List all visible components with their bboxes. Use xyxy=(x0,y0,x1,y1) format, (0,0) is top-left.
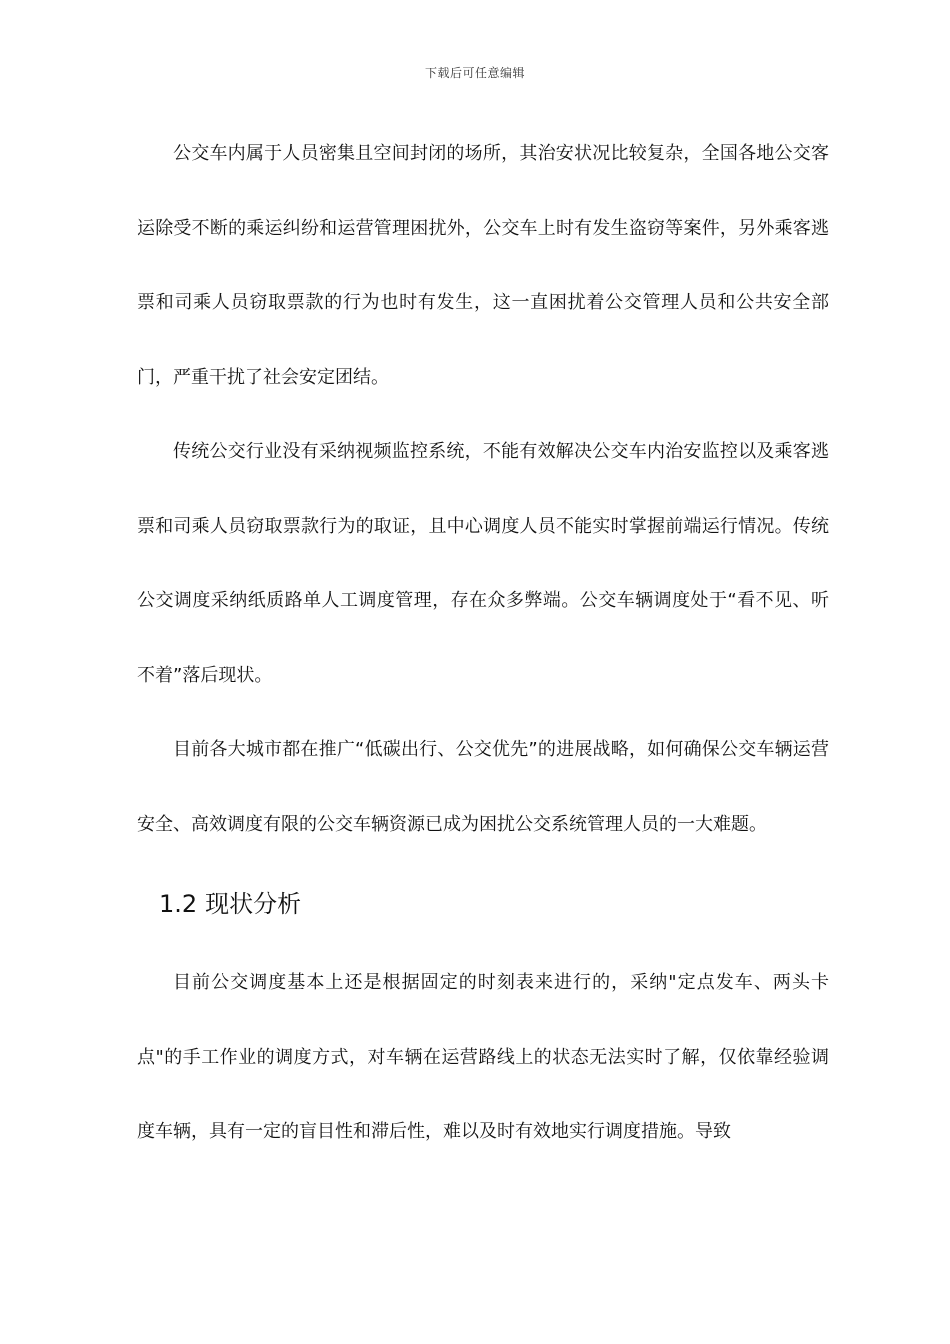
paragraph: 目前各大城市都在推广“低碳出行、公交优先”的进展战略，如何确保公交车辆运营安全、高效调度有限的公交车辆资源已成为困扰公交系统管理人员的一大难题。 xyxy=(137,739,829,835)
paragraph: 公交车内属于人员密集且空间封闭的场所，其治安状况比较复杂，全国各地公交客运除受不断的乘运纠纷和运营管理困扰外，公交车上时有发生盗窃等案件，另外乘客逃票和司乘人员窃取票款的行为也时有发生，这一直困扰着公交管理人员和公共安全部门，严重干扰了社会安定团结。 xyxy=(137,143,829,388)
paragraph: 传统公交行业没有采纳视频监控系统，不能有效解决公交车内治安监控以及乘客逃票和司乘人员窃取票款行为的取证，且中心调度人员不能实时掌握前端运行情况。传统公交调度采纳纸质路单人工调度管理，存在众多弊端。公交车辆调度处于“看不见、听不着”落后现状。 xyxy=(137,441,829,686)
page-header: 下载后可任意编辑 xyxy=(424,66,525,80)
paragraph: 目前公交调度基本上还是根据固定的时刻表来进行的，采纳"定点发车、两头卡点"的手工作业的调度方式，对车辆在运营路线上的状态无法实时了解，仅依靠经验调度车辆，具有一定的盲目性和滞后性，难以及时有效地实行调度措施。导致 xyxy=(137,972,829,1142)
section-number: 1.2 xyxy=(159,890,198,918)
section-title: 现状分析 xyxy=(205,890,302,918)
document-body xyxy=(137,117,829,1170)
section-heading xyxy=(137,862,829,946)
